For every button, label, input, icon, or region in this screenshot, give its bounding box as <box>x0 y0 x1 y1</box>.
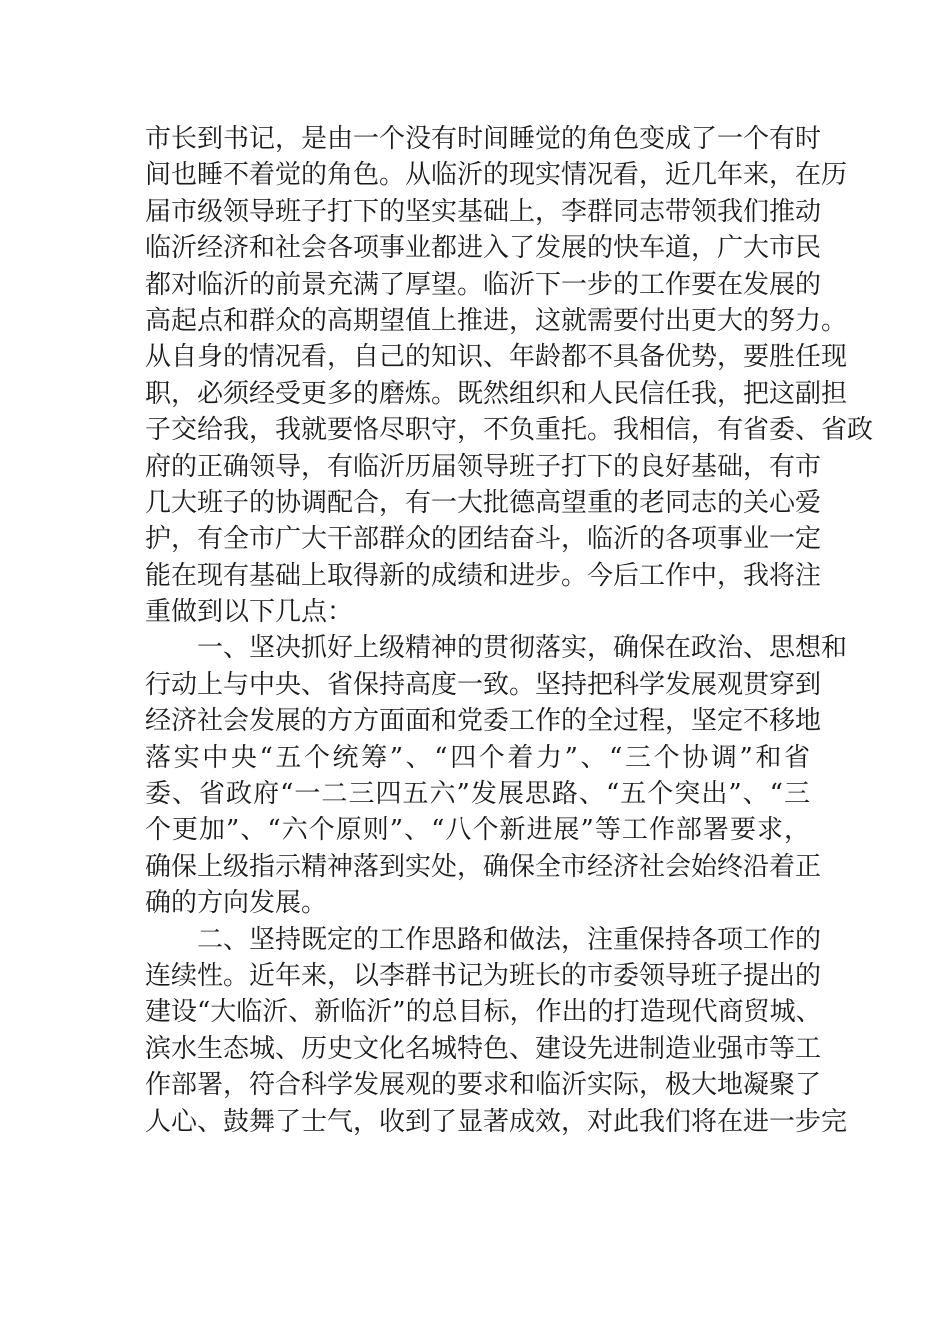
text-line: 职，必须经受更多的磨炼。既然组织和人民信任我，把这副担 <box>145 378 848 409</box>
text-line: 连续性。近年来，以李群书记为班长的市委领导班子提出的 <box>145 960 822 991</box>
text-line: 府的正确领导，有临沂历届领导班子打下的良好基础，有市 <box>145 451 822 482</box>
text-line: 高起点和群众的高期望值上推进，这就需要付出更大的努力。 <box>145 305 848 336</box>
text-line: 几大班子的协调配合，有一大批德高望重的老同志的关心爱 <box>145 487 822 518</box>
text-line: 确的方向发展。 <box>145 888 328 919</box>
paragraph-first-line: 一、坚决抓好上级精神的贯彻落实，确保在政治、思想和 <box>197 633 848 664</box>
text-line: 作部署，符合科学发展观的要求和临沂实际，极大地凝聚了 <box>145 1070 822 1101</box>
text-line: 确保上级指示精神落到实处，确保全市经济社会始终沿着正 <box>145 851 822 882</box>
text-line: 能在现有基础上取得新的成绩和进步。今后工作中，我将注 <box>145 560 822 591</box>
text-line: 重做到以下几点： <box>145 597 354 628</box>
text-line: 护，有全市广大干部群众的团结奋斗，临沂的各项事业一定 <box>145 524 822 555</box>
paragraph-first-line: 二、坚持既定的工作思路和做法，注重保持各项工作的 <box>197 924 822 955</box>
text-line: 届市级领导班子打下的坚实基础上，李群同志带领我们推动 <box>145 196 822 227</box>
text-line: 子交给我，我就要恪尽职守，不负重托。我相信，有省委、省政 <box>145 415 874 446</box>
text-line: 委、省政府“一二三四五六”发展思路、“五个突出”、“三 <box>145 779 810 810</box>
body-text <box>145 121 874 1140</box>
text-line: 行动上与中央、省保持高度一致。坚持把科学发展观贯穿到 <box>145 669 822 700</box>
text-line: 滨水生态城、历史文化名城特色、建设先进制造业强市等工 <box>145 1033 822 1064</box>
text-line: 经济社会发展的方方面面和党委工作的全过程，坚定不移地 <box>145 706 822 737</box>
text-line: 个更加”、“六个原则”、“八个新进展”等工作部署要求， <box>145 815 810 846</box>
text-line: 落实中央“五个统筹”、“四个着力”、“三个协调”和省 <box>145 742 810 773</box>
text-line: 人心、鼓舞了士气，收到了显著成效，对此我们将在进一步完 <box>145 1106 848 1137</box>
text-line: 都对临沂的前景充满了厚望。临沂下一步的工作要在发展的 <box>145 269 822 300</box>
text-line: 从自身的情况看，自己的知识、年龄都不具备优势，要胜任现 <box>145 342 848 373</box>
text-line: 临沂经济和社会各项事业都进入了发展的快车道，广大市民 <box>145 233 822 264</box>
text-line: 市长到书记，是由一个没有时间睡觉的角色变成了一个有时 <box>145 124 822 154</box>
text-line: 间也睡不着觉的角色。从临沂的现实情况看，近几年来，在历 <box>145 160 848 191</box>
text-line: 建设“大临沂、新临沂”的总目标，作出的打造现代商贸城、 <box>145 997 822 1028</box>
